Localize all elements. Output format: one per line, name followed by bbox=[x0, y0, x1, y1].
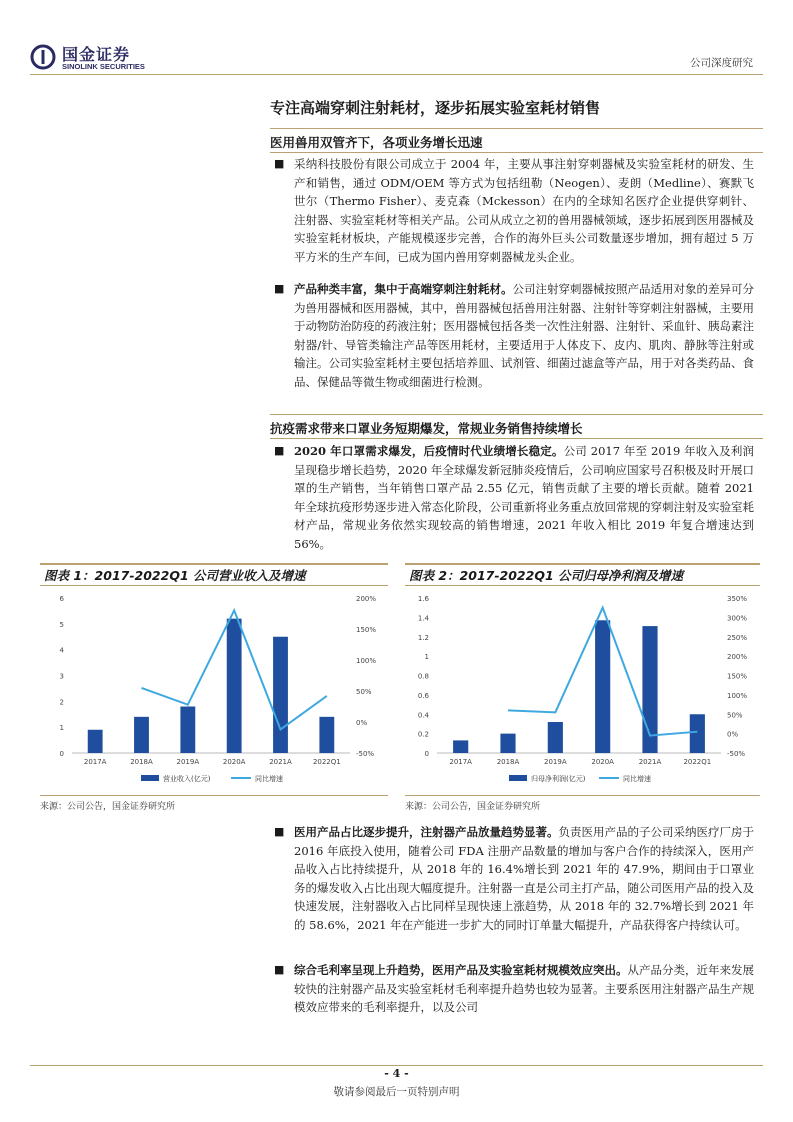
mask-demand-lead: 2020 年口罩需求爆发，后疫情时代业绩增长稳定。 bbox=[294, 444, 564, 458]
bullet-icon: ■ bbox=[274, 825, 285, 838]
logo-english-text: SINOLINK SECURITIES bbox=[62, 62, 145, 71]
legend-bar-label: 归母净利润(亿元) bbox=[531, 775, 586, 783]
bar-2019A bbox=[548, 722, 563, 753]
y-tick-label-left: 0.8 bbox=[417, 672, 429, 681]
subsection-1-title: 医用兽用双管齐下，各项业务增长迅速 bbox=[270, 135, 483, 150]
header-divider bbox=[30, 74, 763, 75]
figure-1-bottom-rule bbox=[40, 795, 388, 796]
gross-margin-body: 从产品分类，近年来发展较快的注射器产品及实验室耗材毛利率提升趋势也较为显著。主要系医用注射器产品生产规模效应带来的毛利率提升，以及公司 bbox=[294, 963, 754, 1014]
figure-2-title: 图表 2：2017-2022Q1 公司归母净利润及增速 bbox=[409, 568, 683, 583]
revenue-chart bbox=[40, 588, 390, 793]
figure-2-bottom-rule bbox=[405, 795, 760, 796]
net-profit-chart-svg bbox=[405, 588, 761, 793]
figure-2-source: 来源：公司公告，国金证券研究所 bbox=[405, 802, 541, 812]
bar-2018A bbox=[134, 717, 149, 753]
y-tick-label-right: 100% bbox=[356, 657, 377, 665]
y-tick-label-left: 0.6 bbox=[417, 691, 429, 700]
y-tick-label-right: 200% bbox=[356, 595, 377, 603]
section-title: 专注高端穿刺注射耗材，逐步拓展实验室耗材销售 bbox=[270, 99, 601, 117]
y-tick-label-left: 1.2 bbox=[417, 633, 429, 642]
y-tick-label-left: 2 bbox=[59, 698, 64, 707]
y-tick-label-right: 0% bbox=[727, 730, 739, 739]
y-tick-label-left: 0 bbox=[59, 750, 64, 758]
y-tick-label-right: 350% bbox=[727, 595, 748, 603]
y-tick-label-left: 0.4 bbox=[417, 711, 429, 720]
y-tick-label-left: 1.4 bbox=[417, 614, 429, 623]
y-tick-label-right: 150% bbox=[356, 626, 377, 634]
x-tick-label: 2018A bbox=[496, 758, 520, 766]
legend-bar-swatch bbox=[509, 775, 527, 781]
figure-1-title-rule bbox=[40, 585, 388, 586]
sinolink-logo-icon bbox=[30, 44, 56, 70]
subsection-1-divider bbox=[270, 128, 763, 129]
legend-bar-label: 营业收入(亿元) bbox=[163, 775, 211, 783]
footer-divider bbox=[30, 1065, 763, 1066]
bar-2020A bbox=[595, 620, 610, 753]
bar-2019A bbox=[180, 707, 195, 754]
x-tick-label: 2017A bbox=[449, 758, 472, 766]
product-types-paragraph bbox=[294, 280, 754, 391]
bar-2021A bbox=[273, 637, 288, 753]
gross-margin-lead: 综合毛利率呈现上升趋势，医用产品及实验室耗材规模效应突出。 bbox=[294, 963, 628, 977]
y-tick-label-right: 0% bbox=[356, 719, 368, 727]
figure-1-top-rule bbox=[40, 563, 388, 565]
page-header bbox=[0, 0, 793, 80]
legend-bar-swatch bbox=[141, 775, 159, 781]
figure-1-source: 来源：公司公告，国金证券研究所 bbox=[40, 802, 176, 812]
medical-products-lead: 医用产品占比逐步提升，注射器产品放量趋势显著。 bbox=[294, 825, 559, 839]
y-tick-label-right: 300% bbox=[727, 614, 748, 623]
y-tick-label-right: -50% bbox=[356, 750, 375, 758]
subsection-2-title: 抗疫需求带来口罩业务短期爆发，常规业务销售持续增长 bbox=[270, 421, 583, 436]
subsection-1-underline bbox=[270, 152, 763, 153]
company-logo bbox=[30, 44, 150, 74]
y-tick-label-left: 0.2 bbox=[417, 730, 429, 739]
logo-chinese-text: 国金证券 bbox=[62, 45, 131, 64]
y-tick-label-right: -50% bbox=[727, 750, 746, 758]
x-tick-label: 2020A bbox=[591, 758, 614, 766]
y-tick-label-left: 1 bbox=[59, 724, 64, 733]
y-tick-label-right: 50% bbox=[727, 711, 743, 720]
bar-2018A bbox=[500, 734, 515, 753]
legend-line-label: 同比增速 bbox=[623, 775, 651, 783]
y-tick-label-left: 1.6 bbox=[417, 595, 429, 603]
report-type-label: 公司深度研究 bbox=[690, 57, 753, 69]
x-tick-label: 2019A bbox=[544, 758, 567, 766]
bullet-icon: ■ bbox=[274, 444, 285, 457]
y-tick-label-right: 150% bbox=[727, 672, 748, 681]
bar-2022Q1 bbox=[690, 714, 705, 753]
net-profit-chart bbox=[405, 588, 761, 793]
x-tick-label: 2019A bbox=[176, 758, 200, 766]
mask-demand-body: 公司 2017 年至 2019 年收入及利润呈现稳步增长趋势，2020 年全球爆发新冠肺炎疫情后，公司响应国家号召积极及时开展口罩的生产销售，当年销售口罩产品 2.55 亿元，销售贡献了主要的增长贡献。随着 2021 年全球抗疫形势逐步进入常态化阶段，公司重新将业务重点放回常规的穿刺注射及实验室耗材产品，常规业务依然实现较高的销售增速，2021 年收入相比 2019 年复合增速达到 56%。 bbox=[294, 444, 754, 551]
legend-line-label: 同比增速 bbox=[255, 775, 283, 783]
bullet-icon: ■ bbox=[274, 963, 285, 976]
y-tick-label-left: 1 bbox=[424, 653, 429, 662]
y-tick-label-left: 0 bbox=[424, 750, 429, 758]
y-tick-label-right: 250% bbox=[727, 633, 748, 642]
bar-2020A bbox=[227, 619, 242, 753]
revenue-chart-svg bbox=[40, 588, 390, 793]
x-tick-label: 2021A bbox=[269, 758, 292, 766]
gross-margin-paragraph bbox=[294, 961, 754, 1017]
figure-2-title-rule bbox=[405, 585, 760, 586]
bullet-icon: ■ bbox=[274, 282, 285, 295]
y-tick-label-left: 3 bbox=[59, 672, 64, 681]
medical-products-body: 负责医用产品的子公司采纳医疗厂房于 2016 年底投入使用，随着公司 FDA 注册产品数量的增加与客户合作的持续深入，医用产品收入占比持续提升，从 2018 年的 16.4%增长到 2021 年的 47.9%，期间由于口罩业务的爆发收入占比出现大幅度提升。注射器一直是公司主打产品，随公司医用产品的投入及快速发展，注射器收入占比同样呈现快速上涨趋势，从 2018 年的 32.7%增长到 2021 年的 58.6%，2021 年在产能进一步扩大的同时订单量大幅提升，产品获得客户持续认可。 bbox=[294, 825, 754, 932]
x-tick-label: 2017A bbox=[83, 758, 107, 766]
bar-2022Q1 bbox=[319, 717, 334, 753]
x-tick-label: 2022Q1 bbox=[312, 758, 341, 766]
figure-2-top-rule bbox=[405, 563, 760, 565]
bar-2017A bbox=[88, 730, 103, 753]
product-types-body: 公司注射穿刺器械按照产品适用对象的差异可分为兽用器械和医用器械，其中，兽用器械包括兽用注射器、注射针等穿刺注射器械，主要用于动物防治防疫的药液注射；医用器械包括各类一次性注射器、注射针、采血针、胰岛素注射器/针、导管类输注产品等医用耗材，主要适用于人体皮下、皮内、肌肉、静脉等注射或输注。公司实验室耗材主要包括培养皿、试剂管、细菌过滤盒等产品，用于对各类药品、食品、保健品等微生物或细菌进行检测。 bbox=[294, 282, 754, 389]
y-tick-label-left: 6 bbox=[59, 595, 64, 603]
medical-products-paragraph bbox=[294, 823, 754, 934]
subsection-2-underline bbox=[270, 438, 763, 439]
mask-demand-paragraph bbox=[294, 442, 754, 553]
x-tick-label: 2020A bbox=[222, 758, 246, 766]
x-tick-label: 2022Q1 bbox=[683, 758, 712, 766]
y-tick-label-right: 50% bbox=[356, 688, 372, 696]
x-tick-label: 2021A bbox=[638, 758, 662, 766]
x-tick-label: 2018A bbox=[130, 758, 153, 766]
subsection-2-divider bbox=[270, 414, 763, 415]
figure-1-title: 图表 1：2017-2022Q1 公司营业收入及增速 bbox=[44, 568, 306, 583]
y-tick-label-left: 5 bbox=[59, 620, 64, 629]
bullet-icon: ■ bbox=[274, 157, 285, 170]
page-number: - 4 - bbox=[384, 1067, 409, 1080]
company-intro-paragraph: 采纳科技股份有限公司成立于 2004 年，主要从事注射穿刺器械及实验室耗材的研发、生产和销售，通过 ODM/OEM 等方式为包括纽勒（Neogen）、麦朗（Medline）、赛默飞世尔（Thermo Fisher）、麦克森（Mckesson）在内的全球知名医疗企业提供穿刺针、注射器、实验室耗材等相关产品。公司从成立之初的兽用器械领域，逐步拓展到医用器械及实验室耗材板块，产能规模逐步完善，合作的海外巨头公司数量逐步增加，拥有超过 5 万平方米的生产车间，已成为国内兽用穿刺器械龙头企业。 bbox=[294, 157, 754, 264]
y-tick-label-right: 200% bbox=[727, 653, 748, 662]
product-types-lead: 产品种类丰富，集中于高端穿刺注射耗材。 bbox=[294, 282, 513, 296]
footer-disclaimer: 敬请参阅最后一页特别声明 bbox=[333, 1086, 460, 1098]
y-tick-label-right: 100% bbox=[727, 691, 748, 700]
y-tick-label-left: 4 bbox=[59, 646, 64, 655]
bar-2017A bbox=[453, 740, 468, 753]
